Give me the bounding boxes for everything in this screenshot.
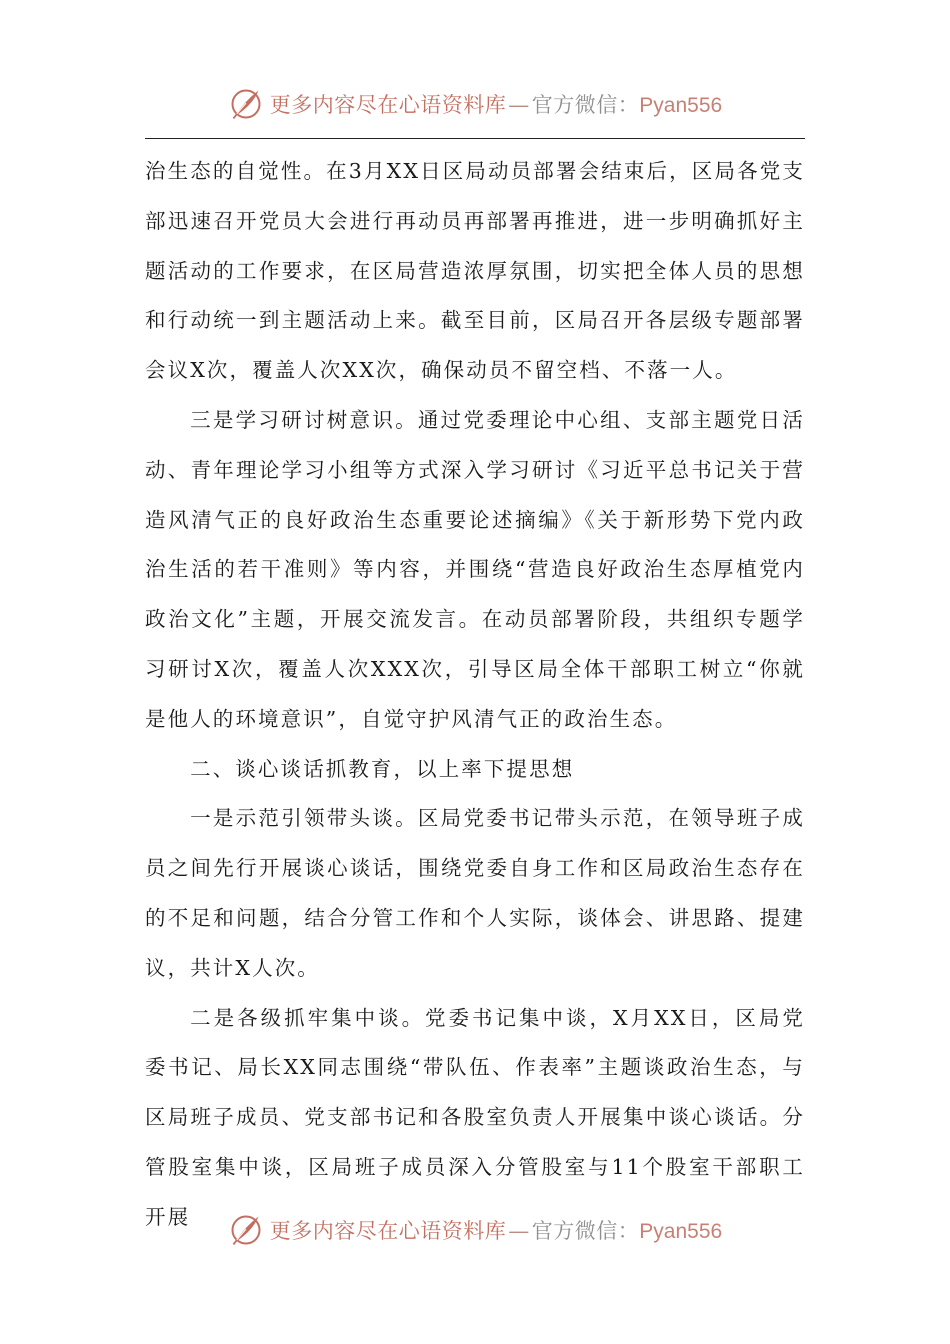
header-wechat-id: Pyan556 xyxy=(639,94,723,117)
header-banner-text xyxy=(270,89,722,119)
footer-dash: — xyxy=(508,1219,530,1243)
paragraph-study-discussion: 三是学习研讨树意识。通过党委理论中心组、支部主题党日活动、青年理论学习小组等方式深入学习研讨《习近平总书记关于营造风清气正的良好政治生态重要论述摘编》《关于新形势下党内政治生活的若干准则》等内容，并围绕“营造良好政治生态厚植党内政治文化”主题，开展交流发言。在动员部署阶段，共组织专题学习研讨X次，覆盖人次XXX次，引导区局全体干部职工树立“你就是他人的环境意识”，自觉守护风清气正的政治生态。 xyxy=(145,407,805,731)
footer-banner-text xyxy=(270,1215,722,1245)
footer-banner xyxy=(0,1208,950,1252)
footer-wechat-id: Pyan556 xyxy=(639,1220,723,1243)
paragraph-group-talks: 二是各级抓牢集中谈。党委书记集中谈，X月XX日，区局党委书记、局长XX同志围绕“带队伍、作表率”主题谈政治生态，与区局班子成员、党支部书记和各股室负责人开展集中谈心谈话。分管股室集中谈，区局班子成员深入分管股室与11个股室干部职工开展 xyxy=(145,1005,805,1229)
header-rule xyxy=(145,138,805,139)
header-banner xyxy=(0,82,950,126)
feather-pen-circle-icon xyxy=(228,1212,264,1248)
footer-site-text: 更多内容尽在心语资料库 xyxy=(269,1219,507,1243)
header-official-text: 官方微信： xyxy=(531,93,640,117)
document-body xyxy=(145,147,805,1243)
paragraph-continuation: 治生态的自觉性。在3月XX日区局动员部署会结束后，区局各党支部迅速召开党员大会进行再动员再部署再推进，进一步明确抓好主题活动的工作要求，在区局营造浓厚氛围，切实把全体人员的思想和行动统一到主题活动上来。截至目前，区局召开各层级专题部署会议X次，覆盖人次XX次，确保动员不留空档、不落一人。 xyxy=(145,159,805,383)
header-site-text: 更多内容尽在心语资料库 xyxy=(269,93,507,117)
feather-pen-circle-icon xyxy=(228,86,264,122)
header-dash: — xyxy=(508,93,530,117)
footer-official-text: 官方微信： xyxy=(531,1219,640,1243)
paragraph-lead-by-example: 一是示范引领带头谈。区局党委书记带头示范，在领导班子成员之间先行开展谈心谈话，围绕党委自身工作和区局政治生态存在的不足和问题，结合分管工作和个人实际，谈体会、讲思路、提建议，共计X人次。 xyxy=(145,806,805,980)
section-heading: 二、谈心谈话抓教育，以上率下提思想 xyxy=(190,756,575,781)
